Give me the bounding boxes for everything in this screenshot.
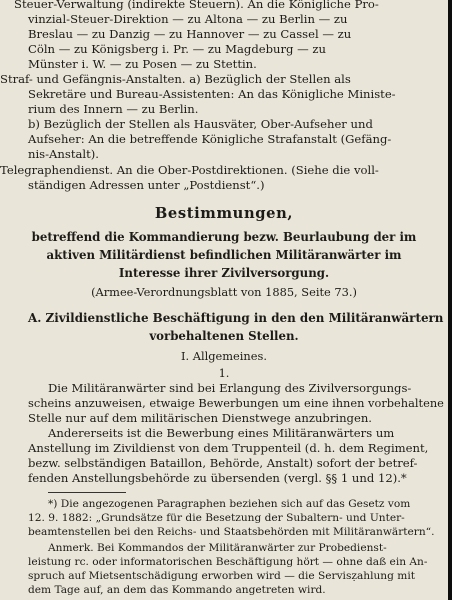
footnote-separator: [48, 492, 126, 493]
text-line: Münster i. W. — zu Posen — zu Stettin.: [28, 57, 257, 71]
text-line: Aufseher: An die betreffende Königliche Strafanstalt (Gefäng-: [28, 132, 392, 146]
text-line: scheins anzuweisen, etwaige Bewerbungen um eine ihnen vorbehaltene: [28, 396, 444, 410]
text-line: Telegraphendienst. An die Ober-Postdirektionen. (Siehe die voll-: [0, 163, 379, 177]
text-line: 12. 9. 1882: „Grundsätze für die Besetzung der Subaltern- und Unter-: [28, 512, 405, 524]
text-line: Stelle nur auf dem militärischen Dienstwege anzubringen.: [28, 411, 372, 425]
text-line: Sekretäre und Bureau-Assistenten: An das Königliche Ministe-: [28, 87, 396, 101]
text-line: vorbehaltenen Stellen.: [149, 329, 299, 343]
text-line: vinzial-Steuer-Direktion — zu Altona — zu Berlin — zu: [28, 12, 348, 26]
text-line: ständigen Adressen unter „Postdienst“.): [28, 178, 265, 192]
text-line: Straf- und Gefängnis-Anstalten. a) Bezüglich der Stellen als: [0, 72, 351, 86]
text-line: Anstellung im Zivildienst von dem Truppenteil (d. h. dem Regiment,: [28, 441, 429, 455]
text-line: spruch auf Mietsentschädigung erworben wird — die Servisẓahlung mit: [28, 570, 415, 582]
text-line: Bestimmungen,: [154, 205, 294, 222]
text-line: Interesse ihrer Zivilversorgung.: [118, 266, 330, 280]
text-line: Andererseits ist die Bewerbung eines Militäranwärters um: [48, 426, 395, 440]
text-line: aktiven Militärdienst befindlichen Militäranwärter im: [46, 248, 402, 262]
text-line: Cöln — zu Königsberg i. Pr. — zu Magdeburg — zu: [28, 42, 326, 56]
text-line: I. Allgemeines.: [181, 349, 267, 363]
text-line: 1.: [218, 366, 230, 380]
text-line: *) Die angezogenen Paragraphen beziehen sich auf das Gesetz vom: [48, 498, 411, 510]
text-line: leistung rc. oder informatorischen Beschäftigung hört — ohne daß ein An-: [28, 556, 428, 568]
text-line: Anmerk. Bei Kommandos der Militäranwärter zur Probedienst-: [48, 542, 387, 554]
text-line: b) Bezüglich der Stellen als Hausväter, Ober-Aufseher und: [28, 117, 373, 131]
page-edge: [448, 0, 452, 600]
text-line: Die Militäranwärter sind bei Erlangung des Zivilversorgungs-: [48, 381, 412, 395]
text-line: bezw. selbständigen Bataillon, Behörde, Anstalt) sofort der betref-: [28, 456, 418, 470]
text-line: dem Tage auf, an dem das Kommando angetreten wird.: [28, 584, 326, 596]
text-line: rium des Innern — zu Berlin.: [28, 102, 199, 116]
text-line: fenden Anstellungsbehörde zu übersenden (vergl. §§ 1 und 12).*: [28, 471, 407, 485]
text-line: A. Zivildienstliche Beschäftigung in den den Militäranwärtern: [28, 311, 444, 325]
text-line: Steuer-Verwaltung (indirekte Steuern). An die Königliche Pro-: [14, 0, 379, 11]
text-line: nis-Anstalt).: [28, 147, 99, 161]
text-line: betreffend die Kommandierung bezw. Beurlaubung der im: [31, 230, 417, 244]
text-line: beamtenstellen bei den Reichs- und Staatsbehörden mit Militäranwärtern“.: [28, 526, 435, 538]
text-line: Breslau — zu Danzig — zu Hannover — zu Cassel — zu: [28, 27, 352, 41]
text-line: (Armee-Verordnungsblatt von 1885, Seite 73.): [91, 285, 357, 299]
